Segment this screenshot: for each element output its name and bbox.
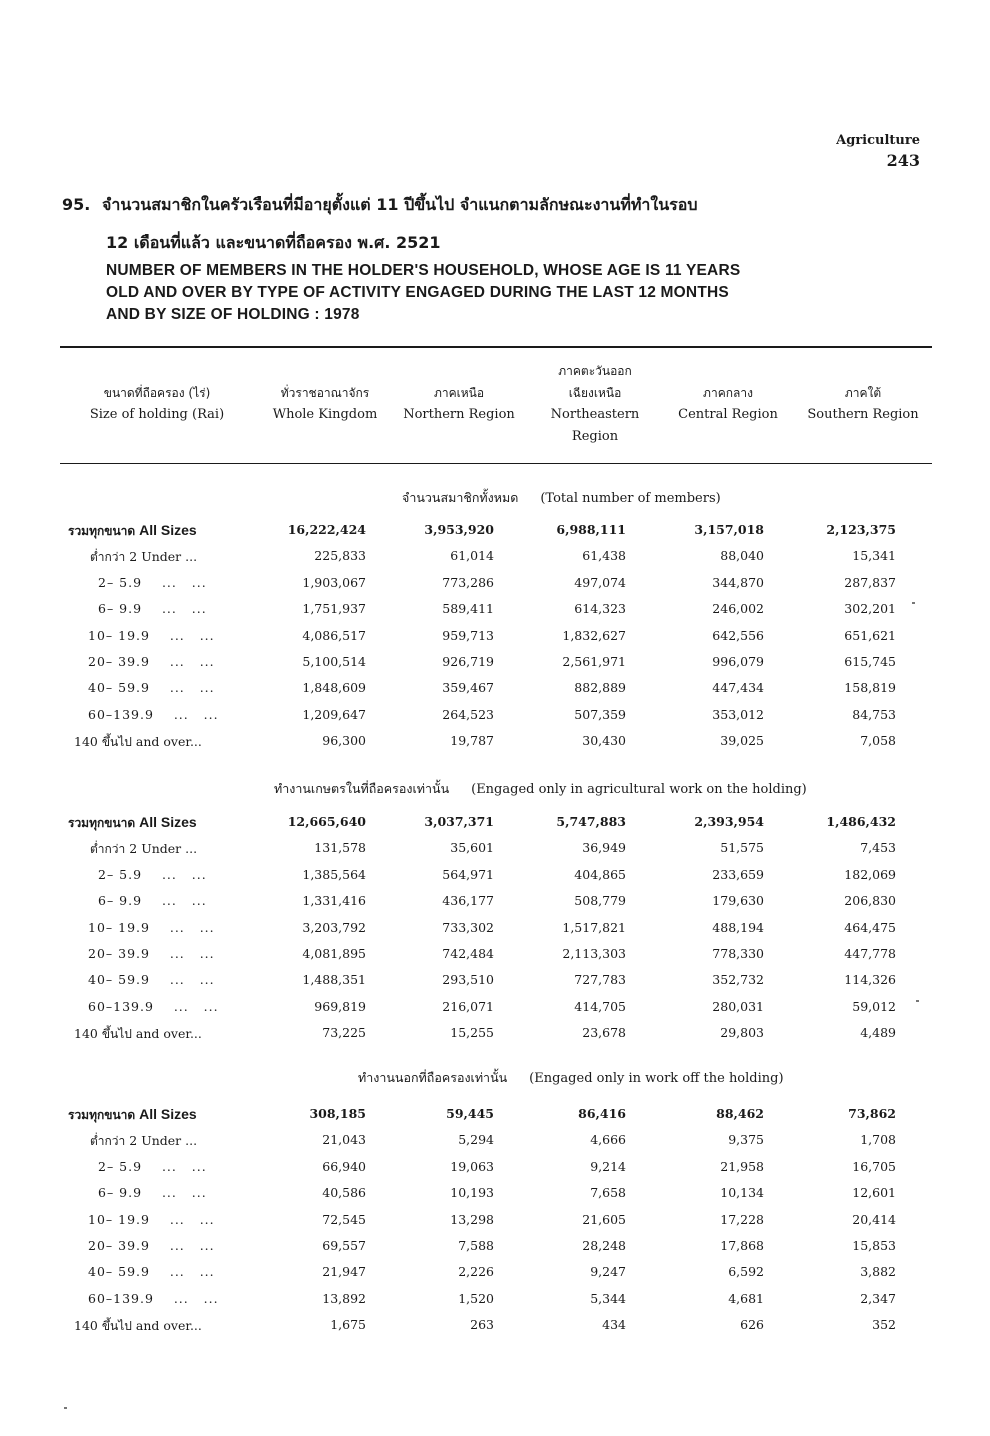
row-label-60-139-9 <box>88 999 219 1014</box>
cell-value: 287,837 <box>844 574 896 590</box>
page-number: 243 <box>886 151 920 170</box>
column-header-northeastern <box>530 360 660 448</box>
cell-value: 1,751,937 <box>302 601 366 617</box>
cell-value: 131,578 <box>314 840 366 856</box>
scan-speck <box>916 1000 919 1002</box>
row-label-all-sizes <box>68 1106 197 1125</box>
cell-value: 969,819 <box>314 998 366 1014</box>
table-row <box>0 1159 990 1185</box>
cell-value: 4,666 <box>590 1132 626 1148</box>
cell-value: 464,475 <box>844 919 896 935</box>
cell-value: 35,601 <box>450 840 494 856</box>
row-label-thai: ต่ำกว่า <box>90 550 126 565</box>
cell-value: 436,177 <box>442 893 494 909</box>
row-label-english: 60–139.9 ... ... <box>88 1290 219 1306</box>
cell-value: 3,882 <box>860 1264 896 1280</box>
table-row <box>0 1212 990 1238</box>
cell-value: 1,486,432 <box>826 814 896 829</box>
table-row <box>0 733 990 759</box>
row-label-english: 10– 19.9 ... ... <box>88 919 215 935</box>
table-row <box>0 946 990 972</box>
cell-value: 308,185 <box>309 1106 366 1121</box>
cell-value: 742,484 <box>442 946 494 961</box>
row-label-suffix: and over... <box>135 1318 202 1334</box>
column-header-whole-kingdom <box>262 382 388 426</box>
running-head: Agriculture <box>836 133 920 148</box>
cell-value: 589,411 <box>442 601 494 617</box>
cell-value: 5,100,514 <box>302 654 366 669</box>
cell-value: 61,014 <box>450 548 494 564</box>
cell-value: 9,375 <box>728 1132 764 1148</box>
table-row <box>0 1106 990 1132</box>
table-row <box>0 1291 990 1317</box>
column-header-thai: ภาคกลาง <box>703 386 753 400</box>
cell-value: 626 <box>740 1317 764 1333</box>
cell-value: 59,445 <box>446 1106 494 1121</box>
cell-value: 615,745 <box>844 654 896 669</box>
cell-value: 12,601 <box>852 1185 896 1201</box>
section-title-english: (Engaged only in agricultural work on the holding) <box>471 782 807 797</box>
section-title-english: (Total number of members) <box>540 491 721 506</box>
table-row <box>0 522 990 548</box>
cell-value: 69,557 <box>322 1238 366 1253</box>
cell-value: 10,134 <box>720 1185 764 1201</box>
cell-value: 21,958 <box>720 1158 764 1174</box>
page-header <box>836 133 920 170</box>
row-label-thai: ต่ำกว่า <box>90 1134 126 1149</box>
title-english-line-3: AND BY SIZE OF HOLDING : 1978 <box>106 306 360 323</box>
cell-value: 926,719 <box>442 654 494 669</box>
row-label-english: 6– 9.9 ... ... <box>98 601 207 617</box>
cell-value: 6,988,111 <box>556 522 626 537</box>
cell-value: 72,545 <box>322 1211 366 1227</box>
table-row <box>0 1264 990 1290</box>
cell-value: 414,705 <box>574 998 626 1014</box>
cell-value: 7,658 <box>590 1185 626 1201</box>
row-label-2-5-9 <box>98 867 207 882</box>
cell-value: 73,862 <box>848 1106 896 1121</box>
cell-value: 10,193 <box>450 1185 494 1201</box>
table-title-thai <box>62 186 932 262</box>
row-label-6-9-9 <box>98 601 207 616</box>
row-label-all-sizes <box>68 522 197 541</box>
cell-value: 2,561,971 <box>562 654 626 669</box>
row-label-english: 40– 59.9 ... ... <box>88 972 215 988</box>
cell-value: 246,002 <box>712 601 764 617</box>
table-row <box>0 840 990 866</box>
cell-value: 404,865 <box>574 866 626 882</box>
cell-value: 17,868 <box>720 1238 764 1253</box>
cell-value: 9,247 <box>590 1264 626 1280</box>
cell-value: 21,605 <box>582 1211 626 1227</box>
row-label-english: 6– 9.9 ... ... <box>98 1185 207 1201</box>
row-label-english: 2 Under ... <box>129 1133 198 1149</box>
table-row <box>0 548 990 574</box>
row-label-english: 40– 59.9 ... ... <box>88 680 215 696</box>
cell-value: 497,074 <box>574 574 626 590</box>
row-label-thai: รวมทุกขนาด <box>68 1108 136 1122</box>
row-label-thai: ขึ้นไป <box>101 1027 132 1042</box>
row-label-english: 6– 9.9 ... ... <box>98 893 207 909</box>
row-label-suffix: and over... <box>135 734 202 750</box>
row-label-english: 2– 5.9 ... ... <box>98 866 207 882</box>
row-label-english: 20– 39.9 ... ... <box>88 1238 215 1253</box>
cell-value: 84,753 <box>852 706 896 722</box>
row-label-20-39-9 <box>88 946 215 961</box>
cell-value: 488,194 <box>712 919 764 935</box>
cell-value: 773,286 <box>442 574 494 590</box>
title-english-line-1: NUMBER OF MEMBERS IN THE HOLDER'S HOUSEHOLD, WHOSE AGE IS 11 YEARS <box>106 262 741 279</box>
cell-value: 614,323 <box>574 601 626 617</box>
section-title-off-holding <box>358 1068 784 1088</box>
cell-value: 179,630 <box>712 893 764 909</box>
column-header-northern <box>394 382 524 426</box>
cell-value: 264,523 <box>442 706 494 722</box>
cell-value: 182,069 <box>844 866 896 882</box>
row-label-thai: รวมทุกขนาด <box>68 524 136 538</box>
cell-value: 5,294 <box>458 1132 494 1148</box>
cell-value: 6,592 <box>728 1264 764 1280</box>
row-label-140-and-over <box>74 1025 202 1044</box>
cell-value: 73,225 <box>322 1025 366 1041</box>
table-row <box>0 575 990 601</box>
cell-value: 206,830 <box>844 893 896 909</box>
cell-value: 7,058 <box>860 733 896 749</box>
cell-value: 15,255 <box>450 1025 494 1041</box>
title-english-line-2: OLD AND OVER BY TYPE OF ACTIVITY ENGAGED DURING THE LAST 12 MONTHS <box>106 284 729 301</box>
cell-value: 564,971 <box>442 866 494 882</box>
row-label-40-59-9 <box>88 1264 215 1279</box>
cell-value: 12,665,640 <box>287 814 366 829</box>
row-label-thai: ขึ้นไป <box>101 735 132 750</box>
header-bottom-rule <box>60 463 932 464</box>
cell-value: 23,678 <box>582 1025 626 1041</box>
cell-value: 353,012 <box>712 706 764 722</box>
cell-value: 21,043 <box>322 1132 366 1148</box>
row-label-60-139-9 <box>88 1291 219 1306</box>
cell-value: 3,157,018 <box>694 522 764 537</box>
cell-value: 21,947 <box>322 1264 366 1280</box>
cell-value: 4,081,895 <box>302 946 366 961</box>
cell-value: 59,012 <box>852 998 896 1014</box>
cell-value: 5,747,883 <box>556 814 626 829</box>
cell-value: 51,575 <box>720 840 764 856</box>
row-label-thai: ต่ำกว่า <box>90 842 126 857</box>
cell-value: 1,832,627 <box>562 627 626 643</box>
column-header-english: Northeastern Region <box>550 407 640 444</box>
cell-value: 507,359 <box>574 706 626 722</box>
row-label-english: 2 Under ... <box>129 549 198 565</box>
section-title-total <box>402 488 721 508</box>
cell-value: 2,123,375 <box>826 522 896 537</box>
column-header-thai: ภาคตะวันออก เฉียงเหนือ <box>558 364 632 400</box>
table-row <box>0 999 990 1025</box>
section-title-agricultural <box>274 779 807 799</box>
cell-value: 2,226 <box>458 1264 494 1280</box>
cell-value: 216,071 <box>442 998 494 1014</box>
cell-value: 727,783 <box>574 972 626 988</box>
cell-value: 733,302 <box>442 919 494 935</box>
cell-value: 114,326 <box>844 972 896 988</box>
column-header-english: Southern Region <box>807 407 919 422</box>
table-number: 95. <box>62 195 91 214</box>
row-label-10-19-9 <box>88 628 215 643</box>
cell-value: 66,940 <box>322 1158 366 1174</box>
cell-value: 158,819 <box>844 680 896 696</box>
cell-value: 302,201 <box>844 601 896 617</box>
cell-value: 28,248 <box>582 1238 626 1253</box>
table-row <box>0 972 990 998</box>
row-label-english: 140 <box>74 734 98 750</box>
row-label-all-sizes <box>68 814 197 833</box>
cell-value: 4,489 <box>860 1025 896 1041</box>
cell-value: 996,079 <box>712 654 764 669</box>
table-row <box>0 628 990 654</box>
cell-value: 19,063 <box>450 1158 494 1174</box>
column-header-english: Whole Kingdom <box>272 407 378 422</box>
row-label-english: 10– 19.9 ... ... <box>88 1211 215 1227</box>
column-header-thai: ขนาดที่ถือครอง (ไร่) <box>103 386 211 400</box>
cell-value: 13,298 <box>450 1211 494 1227</box>
cell-value: 20,414 <box>852 1211 896 1227</box>
row-label-20-39-9 <box>88 654 215 669</box>
table-row <box>0 814 990 840</box>
row-label-under-2 <box>90 548 197 567</box>
cell-value: 40,586 <box>322 1185 366 1201</box>
cell-value: 15,341 <box>852 548 896 564</box>
section-title-english: (Engaged only in work off the holding) <box>529 1071 784 1086</box>
cell-value: 1,848,609 <box>302 680 366 696</box>
table-row <box>0 654 990 680</box>
row-label-thai: ขึ้นไป <box>101 1319 132 1334</box>
cell-value: 88,462 <box>716 1106 764 1121</box>
column-header-size <box>62 382 252 426</box>
cell-value: 778,330 <box>712 946 764 961</box>
row-label-english: 2– 5.9 ... ... <box>98 574 207 590</box>
cell-value: 293,510 <box>442 972 494 988</box>
cell-value: 642,556 <box>712 627 764 643</box>
section-title-thai: ทำงานนอกที่ถือครองเท่านั้น <box>358 1070 508 1085</box>
table-top-rule <box>60 346 932 348</box>
column-header-thai: ภาคเหนือ <box>433 386 485 400</box>
cell-value: 2,393,954 <box>694 814 764 829</box>
column-header-thai: ภาคใต้ <box>844 386 882 400</box>
cell-value: 359,467 <box>442 680 494 696</box>
cell-value: 447,434 <box>712 680 764 696</box>
cell-value: 1,488,351 <box>302 972 366 988</box>
cell-value: 36,949 <box>582 840 626 856</box>
cell-value: 508,779 <box>574 893 626 909</box>
row-label-40-59-9 <box>88 680 215 695</box>
row-label-english: 60–139.9 ... ... <box>88 706 219 722</box>
cell-value: 7,453 <box>860 840 896 856</box>
cell-value: 1,517,821 <box>562 919 626 935</box>
cell-value: 352,732 <box>712 972 764 988</box>
cell-value: 1,675 <box>330 1317 366 1333</box>
cell-value: 1,903,067 <box>302 574 366 590</box>
cell-value: 4,086,517 <box>302 627 366 643</box>
cell-value: 16,222,424 <box>287 522 366 537</box>
row-label-english: 2 Under ... <box>129 841 198 857</box>
cell-value: 352 <box>872 1317 896 1333</box>
table-row <box>0 1238 990 1264</box>
title-thai-line-2: 12 เดือนที่แล้ว และขนาดที่ถือครอง พ.ศ. 2521 <box>106 233 441 252</box>
row-label-english: 10– 19.9 ... ... <box>88 627 215 643</box>
row-label-140-and-over <box>74 733 202 752</box>
cell-value: 225,833 <box>314 548 366 564</box>
cell-value: 882,889 <box>574 680 626 696</box>
cell-value: 86,416 <box>578 1106 626 1121</box>
row-label-under-2 <box>90 1132 197 1151</box>
row-label-10-19-9 <box>88 1212 215 1227</box>
cell-value: 2,113,303 <box>562 946 626 961</box>
scan-speck <box>64 1407 67 1409</box>
section-title-thai: ทำงานเกษตรในที่ถือครองเท่านั้น <box>274 781 450 796</box>
cell-value: 15,853 <box>852 1238 896 1253</box>
cell-value: 959,713 <box>442 627 494 643</box>
row-label-english: All Sizes <box>139 522 197 538</box>
table-row <box>0 707 990 733</box>
column-header-english: Size of holding (Rai) <box>89 407 225 422</box>
row-label-english: 140 <box>74 1318 98 1334</box>
cell-value: 30,430 <box>582 733 626 749</box>
row-label-140-and-over <box>74 1317 202 1336</box>
row-label-40-59-9 <box>88 972 215 987</box>
row-label-10-19-9 <box>88 920 215 935</box>
cell-value: 263 <box>470 1317 494 1333</box>
column-header-english: Northern Region <box>403 407 515 422</box>
column-header-english: Central Region <box>678 407 778 422</box>
row-label-english: 2– 5.9 ... ... <box>98 1158 207 1174</box>
row-label-20-39-9 <box>88 1238 215 1253</box>
cell-value: 3,953,920 <box>424 522 494 537</box>
table-row <box>0 601 990 627</box>
table-row <box>0 1185 990 1211</box>
row-label-english: 20– 39.9 ... ... <box>88 654 215 669</box>
cell-value: 17,228 <box>720 1211 764 1227</box>
table-row <box>0 893 990 919</box>
cell-value: 13,892 <box>322 1290 366 1306</box>
row-label-english: All Sizes <box>139 1106 197 1122</box>
cell-value: 19,787 <box>450 733 494 749</box>
row-label-english: All Sizes <box>139 814 197 830</box>
column-header-central <box>666 382 790 426</box>
cell-value: 9,214 <box>590 1158 626 1174</box>
cell-value: 88,040 <box>720 548 764 564</box>
cell-value: 16,705 <box>852 1158 896 1174</box>
cell-value: 1,708 <box>860 1132 896 1148</box>
cell-value: 651,621 <box>844 627 896 643</box>
cell-value: 1,385,564 <box>302 866 366 882</box>
row-label-thai: รวมทุกขนาด <box>68 816 136 830</box>
title-thai-line-1: จำนวนสมาชิกในครัวเรือนที่มีอายุตั้งแต่ 11 ปีขึ้นไป จำแนกตามลักษณะงานที่ทำในรอบ <box>102 195 698 214</box>
table-row <box>0 1132 990 1158</box>
cell-value: 1,209,647 <box>302 706 366 722</box>
row-label-suffix: and over... <box>135 1026 202 1042</box>
scan-speck <box>912 602 915 604</box>
row-label-english: 60–139.9 ... ... <box>88 998 219 1014</box>
row-label-6-9-9 <box>98 1185 207 1200</box>
cell-value: 233,659 <box>712 866 764 882</box>
cell-value: 344,870 <box>712 574 764 590</box>
cell-value: 29,803 <box>720 1025 764 1041</box>
row-label-under-2 <box>90 840 197 859</box>
cell-value: 61,438 <box>582 548 626 564</box>
table-title-english <box>106 260 926 326</box>
column-header-thai: ทั่วราชอาณาจักร <box>280 386 370 400</box>
table-row <box>0 920 990 946</box>
cell-value: 4,681 <box>728 1290 764 1306</box>
cell-value: 3,037,371 <box>424 814 494 829</box>
cell-value: 3,203,792 <box>302 919 366 935</box>
row-label-english: 140 <box>74 1026 98 1042</box>
cell-value: 2,347 <box>860 1290 896 1306</box>
cell-value: 1,331,416 <box>302 893 366 909</box>
table-row <box>0 867 990 893</box>
row-label-english: 40– 59.9 ... ... <box>88 1264 215 1280</box>
cell-value: 447,778 <box>844 946 896 961</box>
column-header-southern <box>796 382 930 426</box>
row-label-2-5-9 <box>98 1159 207 1174</box>
cell-value: 39,025 <box>720 733 764 749</box>
table-row <box>0 680 990 706</box>
cell-value: 7,588 <box>458 1238 494 1253</box>
cell-value: 5,344 <box>590 1290 626 1306</box>
cell-value: 96,300 <box>322 733 366 749</box>
row-label-english: 20– 39.9 ... ... <box>88 946 215 961</box>
row-label-6-9-9 <box>98 893 207 908</box>
cell-value: 434 <box>602 1317 626 1333</box>
section-title-thai: จำนวนสมาชิกทั้งหมด <box>402 490 519 505</box>
cell-value: 280,031 <box>712 998 764 1014</box>
row-label-2-5-9 <box>98 575 207 590</box>
table-row <box>0 1317 990 1343</box>
cell-value: 1,520 <box>458 1290 494 1306</box>
table-row <box>0 1025 990 1051</box>
row-label-60-139-9 <box>88 707 219 722</box>
